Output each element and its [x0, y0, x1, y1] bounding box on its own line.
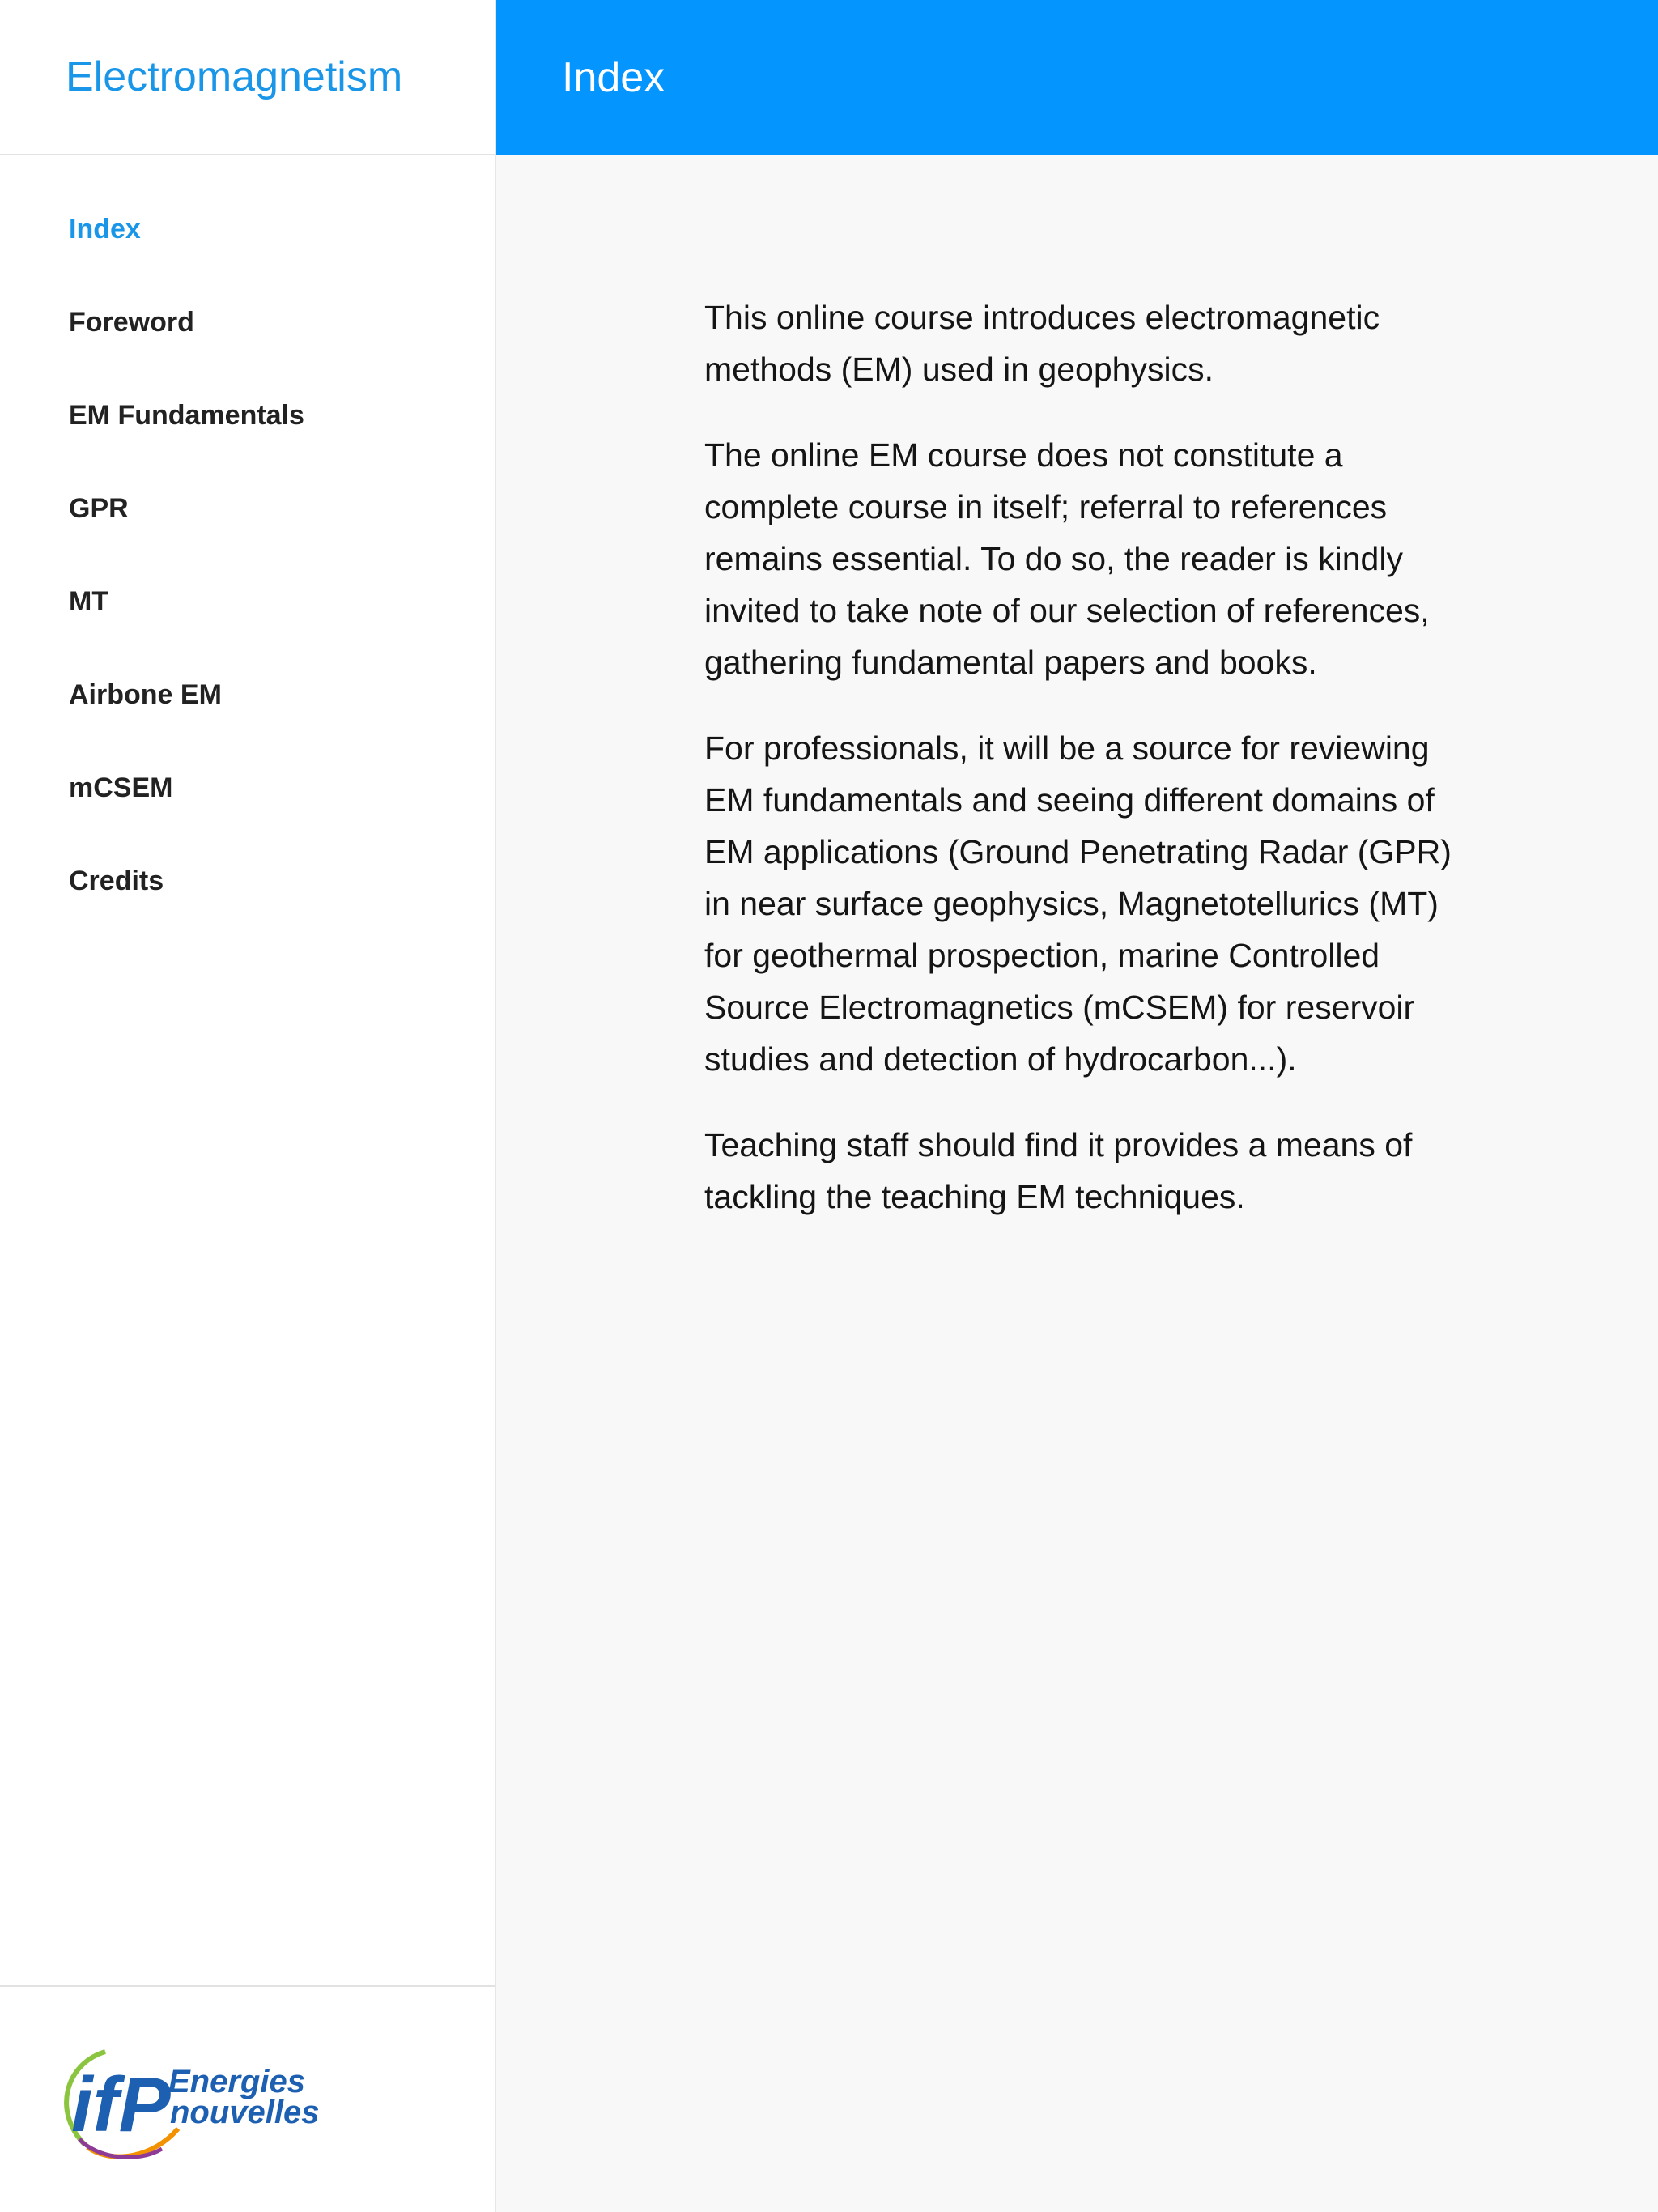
page-title: Index: [562, 54, 665, 101]
paragraph: Teaching staff should find it provides a means of tackling the teaching EM techniques.: [704, 1126, 1413, 1215]
sidebar-item-gpr[interactable]: GPR: [69, 493, 129, 524]
app-title: Electromagnetism: [66, 53, 403, 100]
sidebar-item-em-fundamentals[interactable]: EM Fundamentals: [69, 400, 304, 431]
main-header: [496, 0, 1658, 155]
paragraph: The online EM course does not constitute a complete course in itself; referral to references remains essential. To do so, the reader is kindly invited to take note of our selection of references, gathering fundamental papers and books.: [704, 436, 1430, 681]
sidebar-footer: [0, 1985, 495, 2212]
sidebar-item-index[interactable]: Index: [69, 214, 141, 245]
sidebar-item-mt[interactable]: MT: [69, 586, 109, 617]
sidebar-item-foreword[interactable]: Foreword: [69, 307, 194, 338]
paragraph: For professionals, it will be a source for reviewing EM fundamentals and seeing different domains of EM applications (Ground Penetrating Radar (GPR) in near surface geophysics, Magnetotellurics (MT) for geothermal prospection, marine Controlled Source Electromagnetics (mCSEM) for reservoir studies and detection of hydrocarbon...).: [704, 730, 1452, 1078]
ifp-logo: [49, 2035, 340, 2165]
main-panel: [496, 0, 1658, 2212]
content-body: [704, 291, 1473, 1257]
logo-mark: ifP: [71, 2061, 171, 2148]
sidebar-header: [0, 0, 495, 155]
sidebar: [0, 0, 496, 2212]
sidebar-item-airbone-em[interactable]: Airbone EM: [69, 679, 222, 710]
sidebar-item-mcsem[interactable]: mCSEM: [69, 772, 173, 803]
paragraph: This online course introduces electromagnetic methods (EM) used in geophysics.: [704, 299, 1380, 388]
sidebar-item-credits[interactable]: Credits: [69, 866, 164, 896]
sidebar-nav: [69, 202, 304, 947]
logo-line-2: nouvelles: [170, 2095, 320, 2130]
logo-line-1: Energies: [168, 2064, 305, 2099]
